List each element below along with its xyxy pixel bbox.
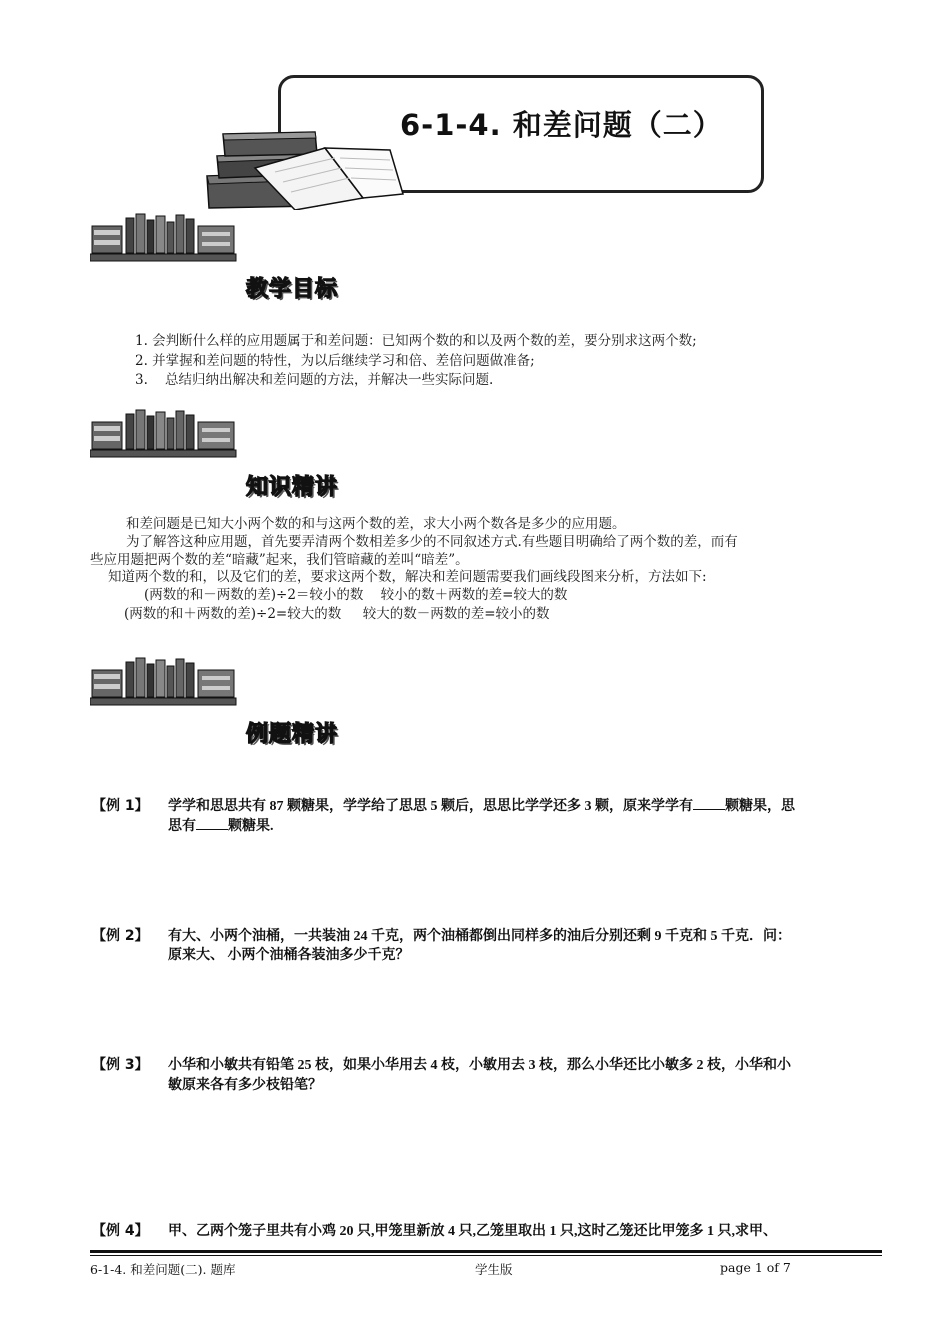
goal-line: 3. 总结归纳出解决和差问题的方法，并解决一些实际问题. [135, 372, 494, 388]
example-1-line-2 [168, 815, 274, 835]
formula-line: (两数的和＋两数的差)÷2=较大的数 较大的数－两数的差=较小的数 [124, 606, 550, 622]
footer-center: 学生版 [475, 1262, 513, 1277]
bookshelf-icon [90, 212, 238, 264]
example-tag: 【例 2】 [92, 928, 149, 944]
example-2-line-1: 有大、小两个油桶，一共装油 24 千克，两个油桶都倒出同样多的油后分别还剩 9 千克和 5 千克．问： [168, 929, 791, 944]
page-number: page 1 of 7 [720, 1260, 791, 1275]
goal-line: 2. 并掌握和差问题的特性，为以后继续学习和倍、差倍问题做准备; [135, 353, 535, 369]
knowledge-line: 为了解答这种应用题，首先要弄清两个数相差多少的不同叙述方式.有些题目明确给了两个数的差，而有 [126, 534, 738, 550]
example-text: 学学和思思共有 87 颗糖果，学学给了思思 5 颗后，思思比学学还多 3 颗，原来学学有 [168, 799, 693, 814]
bookshelf-icon [90, 408, 238, 460]
answer-blank[interactable] [693, 797, 725, 810]
example-tag: 【例 4】 [92, 1223, 149, 1239]
example-tag: 【例 1】 [92, 798, 149, 814]
knowledge-line: 和差问题是已知大小两个数的和与这两个数的差，求大小两个数各是多少的应用题。 [126, 516, 626, 532]
knowledge-line: 些应用题把两个数的差“暗藏”起来，我们管暗藏的差叫“暗差”。 [90, 552, 469, 568]
example-2-line-2: 原来大、 小两个油桶各装油多少千克？ [168, 948, 410, 963]
footer-rule [90, 1255, 882, 1256]
books-illustration [205, 128, 405, 210]
example-1-line-1 [168, 795, 795, 815]
goal-line: 1. 会判断什么样的应用题属于和差问题：已知两个数的和以及两个数的差，要分别求这两个数; [135, 333, 697, 349]
example-text: 颗糖果. [228, 819, 274, 834]
section-title-examples: 例题精讲 [246, 722, 339, 747]
footer-left: 6-1-4. 和差问题(二). 题库 [90, 1262, 236, 1277]
knowledge-line: 知道两个数的和，以及它们的差，要求这两个数，解决和差问题需要我们画线段图来分析，方法如下: [108, 569, 707, 585]
page-title: 6-1-4. 和差问题（二） [400, 108, 723, 142]
section-title-goals: 教学目标 [246, 277, 339, 302]
example-3-line-1: 小华和小敏共有铅笔 25 枝，如果小华用去 4 枝，小敏用去 3 枝，那么小华还比小敏多 2 枝，小华和小 [168, 1058, 791, 1073]
example-3-line-2: 敏原来各有多少枝铅笔？ [168, 1078, 322, 1093]
formula-line: (两数的和－两数的差)÷2＝较小的数 较小的数＋两数的差=较大的数 [144, 587, 568, 603]
example-tag: 【例 3】 [92, 1057, 149, 1073]
answer-blank[interactable] [196, 817, 228, 830]
footer-rule [90, 1250, 882, 1253]
section-title-knowledge: 知识精讲 [246, 475, 339, 500]
bookshelf-icon [90, 656, 238, 708]
example-text: 颗糖果，思 [725, 799, 795, 814]
example-text: 思有 [168, 819, 196, 834]
example-4-line-1: 甲、乙两个笼子里共有小鸡 20 只,甲笼里新放 4 只,乙笼里取出 1 只,这时乙笼还比甲笼多 1 只,求甲、 [168, 1224, 777, 1239]
